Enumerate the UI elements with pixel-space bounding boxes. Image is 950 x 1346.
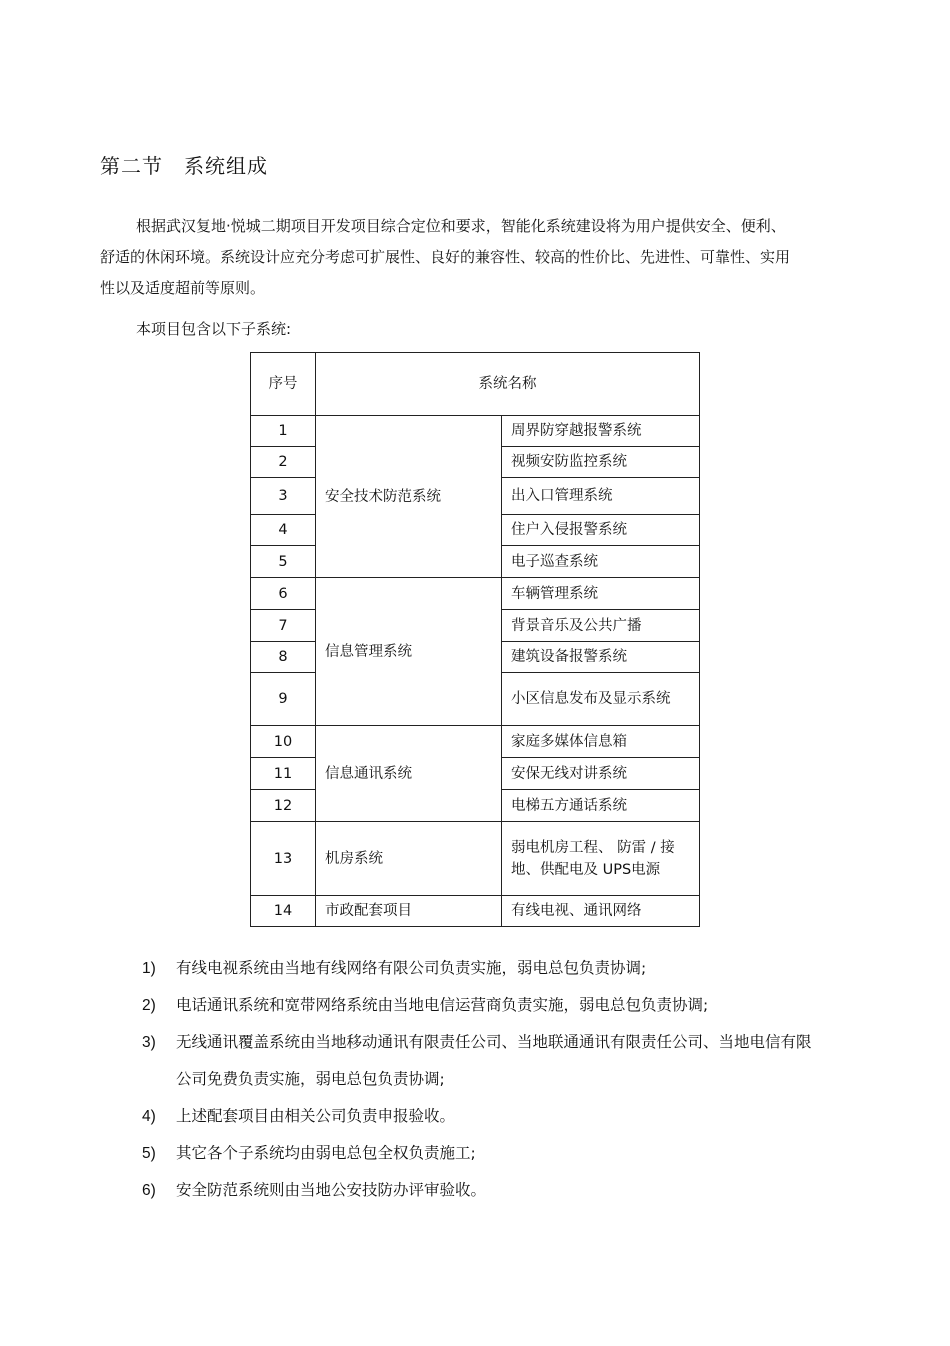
list-item — [100, 1024, 820, 1098]
item-number: 5) — [142, 1145, 156, 1162]
list-item — [100, 1172, 820, 1209]
list-item — [100, 950, 820, 987]
subsystem-name: 出入口管理系统 — [502, 478, 700, 515]
subsystem-name: 家庭多媒体信息箱 — [502, 726, 700, 758]
item-number: 6) — [142, 1182, 156, 1199]
subsystem-name: 安保无线对讲系统 — [502, 758, 700, 790]
item-text: 安全防范系统则由当地公安技防办评审验收。 — [176, 1181, 487, 1199]
item-number: 2) — [142, 997, 156, 1014]
subsystem-name: 车辆管理系统 — [502, 578, 700, 610]
row-number: 9 — [251, 673, 316, 726]
table-row — [251, 578, 700, 610]
row-number: 5 — [251, 546, 316, 578]
subsystem-name: 周界防穿越报警系统 — [502, 416, 700, 447]
section-title: 第二节 系统组成 — [100, 154, 268, 178]
row-number: 14 — [251, 896, 316, 927]
subsystem-table — [250, 352, 700, 927]
table-row — [251, 822, 700, 896]
table-header-row — [251, 353, 700, 416]
table-row — [251, 416, 700, 447]
list-item — [100, 987, 820, 1024]
item-text: 无线通讯覆盖系统由当地移动通讯有限责任公司、当地联通通讯有限责任公司、当地电信有限公司免费负责实施，弱电总包负责协调; — [176, 1033, 812, 1088]
item-text: 有线电视系统由当地有线网络有限公司负责实施，弱电总包负责协调; — [176, 959, 647, 977]
row-number: 12 — [251, 790, 316, 822]
list-item — [100, 1098, 820, 1135]
row-number: 10 — [251, 726, 316, 758]
subsystem-name: 小区信息发布及显示系统 — [502, 673, 700, 726]
subsystem-name: 背景音乐及公共广播 — [502, 610, 700, 642]
subsystems-intro: 本项目包含以下子系统: — [136, 320, 292, 338]
table-row — [251, 896, 700, 927]
subsystem-name: 住户入侵报警系统 — [502, 515, 700, 546]
item-number: 3) — [142, 1034, 156, 1051]
subsystem-name: 电梯五方通话系统 — [502, 790, 700, 822]
subsystem-name: 建筑设备报警系统 — [502, 642, 700, 673]
intro-paragraph: 根据武汉复地·悦城二期项目开发项目综合定位和要求，智能化系统建设将为用户提供安全、便利、舒适的休闲环境。系统设计应充分考虑可扩展性、良好的兼容性、较高的性价比、先进性、可靠性、实用性以及适度超前等原则。 — [100, 217, 791, 297]
subsystem-name: 电子巡查系统 — [502, 546, 700, 578]
header-name: 系统名称 — [316, 353, 700, 416]
item-text: 其它各个子系统均由弱电总包全权负责施工; — [176, 1144, 476, 1162]
item-number: 1) — [142, 960, 156, 977]
item-text: 上述配套项目由相关公司负责申报验收。 — [176, 1107, 456, 1125]
row-number: 13 — [251, 822, 316, 896]
list-item — [100, 1135, 820, 1172]
subsystem-name: 有线电视、通讯网络 — [502, 896, 700, 927]
row-number: 7 — [251, 610, 316, 642]
subsystem-name: 视频安防监控系统 — [502, 447, 700, 478]
header-no: 序号 — [251, 353, 316, 416]
notes-list — [100, 950, 820, 1209]
row-number: 4 — [251, 515, 316, 546]
row-number: 1 — [251, 416, 316, 447]
category-cell: 市政配套项目 — [316, 896, 502, 927]
subsystem-name: 弱电机房工程、 防雷 / 接地、供配电及 UPS电源 — [502, 822, 700, 896]
item-number: 4) — [142, 1108, 156, 1125]
category-cell: 信息通讯系统 — [316, 726, 502, 822]
item-text: 电话通讯系统和宽带网络系统由当地电信运营商负责实施，弱电总包负责协调; — [176, 996, 709, 1014]
row-number: 3 — [251, 478, 316, 515]
row-number: 11 — [251, 758, 316, 790]
category-cell: 信息管理系统 — [316, 578, 502, 726]
row-number: 2 — [251, 447, 316, 478]
table-row — [251, 726, 700, 758]
row-number: 8 — [251, 642, 316, 673]
category-cell: 安全技术防范系统 — [316, 416, 502, 578]
row-number: 6 — [251, 578, 316, 610]
category-cell: 机房系统 — [316, 822, 502, 896]
